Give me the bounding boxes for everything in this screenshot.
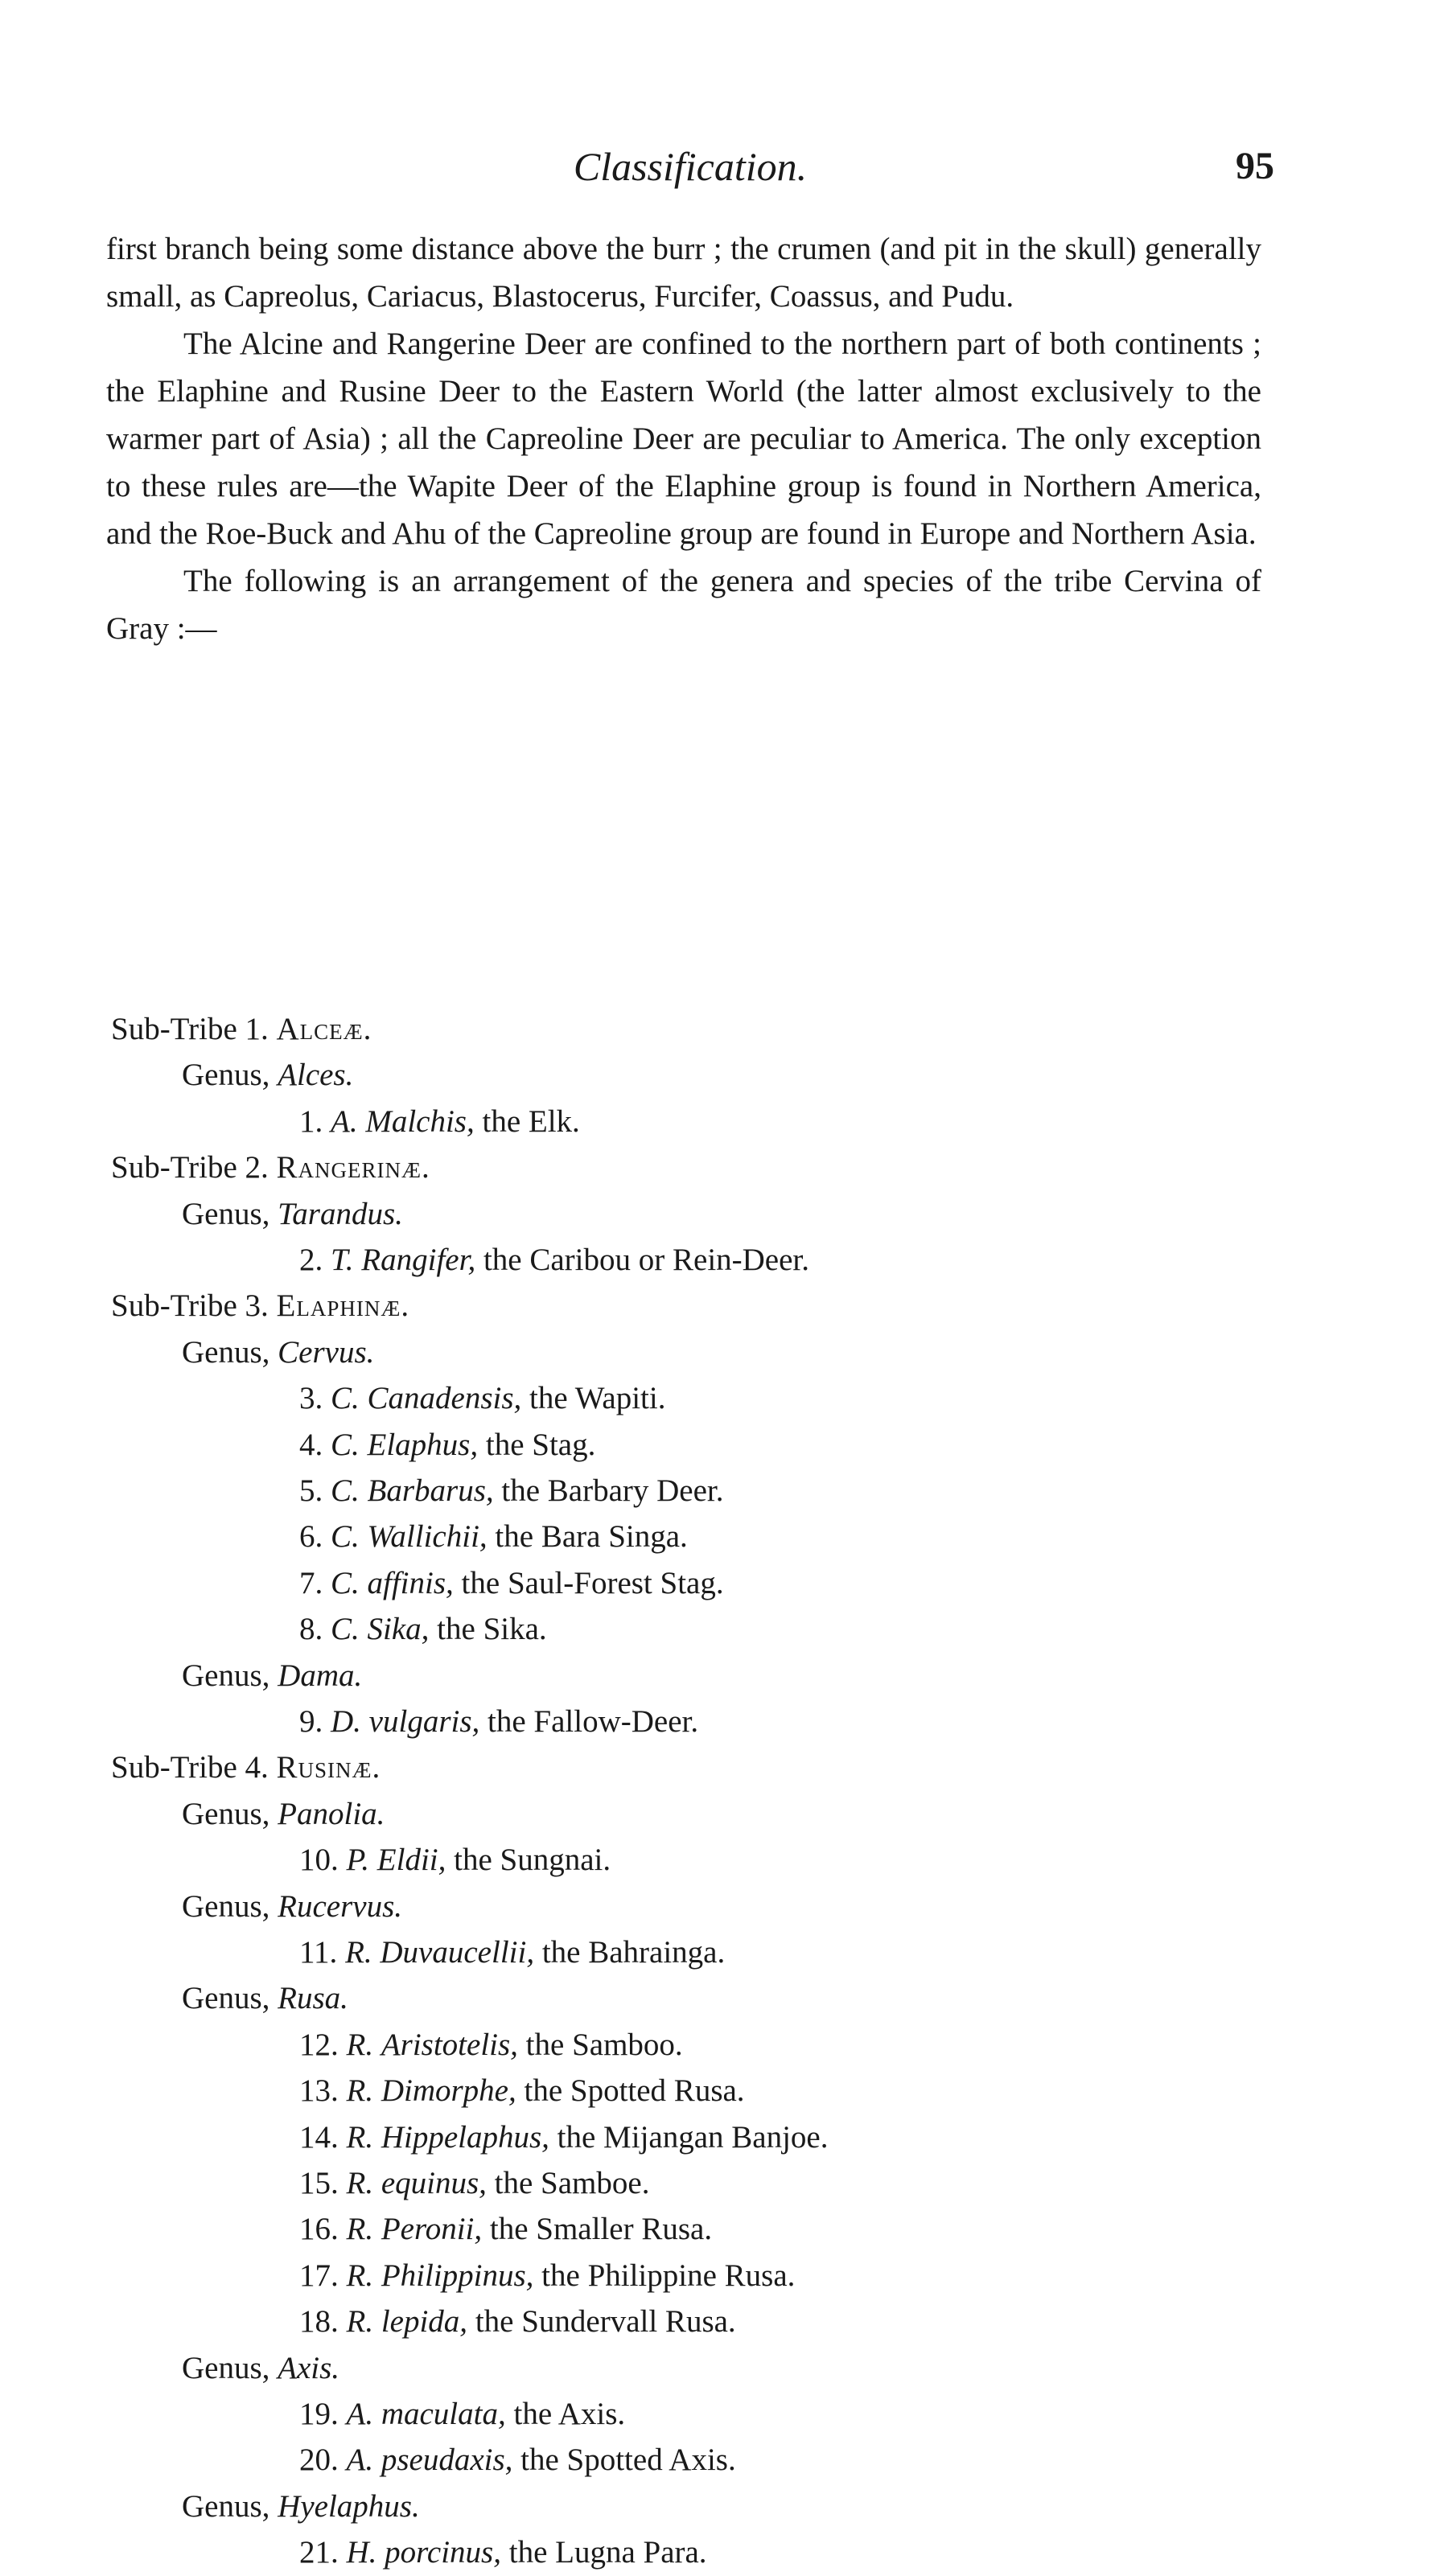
species-name: Barbarus,: [367, 1473, 494, 1508]
paragraph-continuation: first branch being some distance above the burr ; the crumen (and pit in the skull) generally small, as Capreolus, Cariacus, Blastocerus, Furcifer, Coassus, and Pudu.: [106, 232, 1261, 314]
subtribe-name: Alceæ.: [276, 1012, 372, 1046]
genus-line: [182, 1190, 403, 1238]
subtribe-line: [111, 1005, 372, 1053]
species-line: [299, 1421, 595, 1469]
genus-label: Genus,: [182, 1888, 270, 1924]
species-line: [299, 1467, 724, 1514]
species-common-name: the Caribou or Rein-Deer.: [483, 1243, 810, 1277]
species-number: 2.: [299, 1243, 323, 1277]
page-number: 95: [1236, 145, 1274, 187]
species-name: Aristotelis,: [381, 2027, 518, 2062]
genus-label: Genus,: [182, 2350, 270, 2385]
paragraph-arrangement-intro: The following is an arrangement of the genera and species of the tribe Cervina of Gray :—: [106, 564, 1261, 646]
species-genus-abbr: C.: [331, 1427, 360, 1462]
species-line: [299, 1374, 665, 1422]
subtribe-name: Rangerinæ.: [276, 1150, 430, 1185]
species-common-name: the Philippine Rusa.: [541, 2258, 796, 2293]
species-line: [299, 1559, 724, 1607]
genus-line: [182, 1329, 374, 1376]
genus-label: Genus,: [182, 1196, 270, 1231]
species-number: 4.: [299, 1427, 323, 1462]
species-genus-abbr: D.: [331, 1704, 361, 1739]
species-number: 10.: [299, 1843, 339, 1878]
species-common-name: the Sungnai.: [454, 1843, 611, 1878]
species-number: 12.: [299, 2027, 339, 2062]
genus-line: [182, 1652, 362, 1699]
species-line: [299, 2159, 649, 2207]
species-common-name: the Bara Singa.: [495, 1519, 688, 1555]
genus-name: Tarandus.: [278, 1196, 403, 1231]
species-name: pseudaxis,: [381, 2442, 513, 2478]
species-genus-abbr: R.: [346, 2212, 374, 2247]
species-common-name: the Elk.: [482, 1103, 580, 1139]
species-line: [299, 2529, 707, 2576]
species-line: [299, 2021, 683, 2069]
species-name: Elaphus,: [367, 1427, 479, 1462]
genus-line: [182, 1974, 348, 2022]
species-genus-abbr: R.: [346, 2119, 374, 2155]
species-common-name: the Barbary Deer.: [501, 1473, 724, 1508]
species-name: maculata,: [381, 2397, 506, 2431]
genus-name: Panolia.: [278, 1796, 385, 1831]
species-number: 20.: [299, 2442, 339, 2478]
species-name: lepida,: [381, 2304, 468, 2340]
species-number: 8.: [299, 1612, 323, 1647]
species-name: Peronii,: [381, 2212, 483, 2247]
species-line: [299, 1098, 580, 1145]
species-number: 3.: [299, 1381, 323, 1416]
genus-label: Genus,: [182, 2488, 270, 2524]
subtribe-line: [111, 1144, 430, 1191]
genus-name: Alces.: [278, 1058, 354, 1093]
species-common-name: the Saul-Forest Stag.: [461, 1565, 724, 1600]
genus-name: Axis.: [278, 2350, 340, 2385]
species-genus-abbr: C.: [331, 1381, 360, 1416]
species-line: [299, 1513, 688, 1560]
species-genus-abbr: H.: [346, 2535, 377, 2570]
species-genus-abbr: C.: [331, 1473, 360, 1508]
running-head: [106, 138, 1274, 195]
species-common-name: the Lugna Para.: [508, 2535, 707, 2570]
species-common-name: the Fallow-Deer.: [488, 1704, 699, 1739]
subtribe-label: Sub-Tribe 2.: [111, 1150, 269, 1185]
species-genus-abbr: R.: [346, 2073, 374, 2109]
species-genus-abbr: T.: [331, 1243, 354, 1277]
species-number: 5.: [299, 1473, 323, 1508]
species-genus-abbr: A.: [346, 2397, 374, 2431]
species-common-name: the Sundervall Rusa.: [475, 2304, 736, 2340]
species-name: affinis,: [367, 1565, 454, 1600]
genus-label: Genus,: [182, 1058, 270, 1093]
species-number: 9.: [299, 1704, 323, 1739]
species-line: [299, 2298, 736, 2345]
running-title: Classification.: [573, 144, 808, 189]
species-name: Hippelaphus,: [381, 2119, 549, 2155]
species-common-name: the Spotted Axis.: [520, 2442, 736, 2478]
species-common-name: the Sika.: [437, 1612, 547, 1647]
species-line: [299, 2067, 745, 2114]
species-genus-abbr: R.: [346, 2166, 374, 2200]
species-number: 19.: [299, 2397, 339, 2431]
species-number: 21.: [299, 2535, 339, 2570]
species-name: Duvaucellii,: [380, 1935, 535, 1970]
species-common-name: the Samboo.: [525, 2027, 683, 2062]
species-line: [299, 2114, 829, 2161]
species-common-name: the Spotted Rusa.: [524, 2073, 745, 2109]
subtribe-name: Rusinæ.: [276, 1750, 381, 1785]
species-name: vulgaris,: [368, 1704, 480, 1739]
genus-name: Dama.: [278, 1658, 363, 1693]
species-genus-abbr: P.: [346, 1843, 370, 1878]
species-number: 13.: [299, 2073, 339, 2109]
species-common-name: the Smaller Rusa.: [489, 2212, 713, 2247]
subtribe-label: Sub-Tribe 3.: [111, 1288, 269, 1324]
species-number: 17.: [299, 2258, 339, 2293]
species-line: [299, 2436, 736, 2484]
genus-name: Hyelaphus.: [278, 2488, 420, 2524]
species-name: Canadensis,: [367, 1381, 522, 1416]
species-common-name: the Axis.: [513, 2397, 626, 2431]
genus-name: Cervus.: [278, 1334, 375, 1370]
genus-label: Genus,: [182, 1658, 270, 1693]
species-common-name: the Bahrainga.: [541, 1935, 726, 1970]
species-common-name: the Samboe.: [494, 2166, 650, 2200]
subtribe-label: Sub-Tribe 1.: [111, 1012, 269, 1046]
species-number: 11.: [299, 1935, 338, 1970]
species-name: Sika,: [367, 1612, 430, 1647]
species-number: 16.: [299, 2212, 339, 2247]
subtribe-line: [111, 1744, 381, 1791]
species-genus-abbr: C.: [331, 1519, 360, 1555]
genus-line: [182, 1790, 385, 1838]
body-text: [106, 225, 1261, 2570]
species-line: [299, 1236, 809, 1284]
genus-label: Genus,: [182, 1796, 270, 1831]
species-genus-abbr: A.: [346, 2442, 374, 2478]
genus-label: Genus,: [182, 1334, 270, 1370]
species-name: equinus,: [381, 2166, 487, 2200]
species-genus-abbr: A.: [331, 1103, 358, 1139]
genus-line: [182, 1051, 353, 1099]
species-name: Dimorphe,: [381, 2073, 516, 2109]
subtribe-label: Sub-Tribe 4.: [111, 1750, 269, 1785]
species-name: Wallichii,: [367, 1519, 488, 1555]
species-line: [299, 1605, 547, 1653]
species-name: Eldii,: [376, 1843, 446, 1878]
species-name: Philippinus,: [381, 2258, 534, 2293]
subtribe-line: [111, 1282, 409, 1329]
paragraph-distribution: The Alcine and Rangerine Deer are confined to the northern part of both continents ; the Elaphine and Rusine Deer to the Eastern World (the latter almost exclusively to the warmer part of Asia) ; all the Capreoline Deer are peculiar to America. The only exception to these rules are—the Wapite Deer of the Elaphine group is found in Northern America, and the Roe-Buck and Ahu of the Capreoline group are found in Europe and Northern Asia.: [106, 327, 1261, 551]
subtribe-name: Elaphinæ.: [276, 1288, 410, 1324]
species-number: 7.: [299, 1565, 323, 1600]
genus-name: Rusa.: [278, 1981, 348, 2016]
genus-line: [182, 2344, 339, 2392]
species-line: [299, 1698, 698, 1745]
species-genus-abbr: R.: [346, 2258, 374, 2293]
species-genus-abbr: C.: [331, 1565, 360, 1600]
species-name: porcinus,: [385, 2535, 501, 2570]
species-name: Rangifer,: [361, 1243, 476, 1277]
species-name: Malchis,: [365, 1103, 475, 1139]
species-genus-abbr: C.: [331, 1612, 360, 1647]
genus-line: [182, 2483, 420, 2530]
genus-label: Genus,: [182, 1981, 270, 2016]
species-number: 18.: [299, 2304, 339, 2340]
species-common-name: the Wapiti.: [529, 1381, 666, 1416]
genus-line: [182, 1883, 402, 1930]
species-line: [299, 2205, 712, 2253]
species-line: [299, 2252, 795, 2299]
genus-name: Rucervus.: [278, 1888, 403, 1924]
species-genus-abbr: R.: [346, 2027, 374, 2062]
species-genus-abbr: R.: [346, 2304, 374, 2340]
species-line: [299, 1836, 611, 1884]
species-common-name: the Stag.: [485, 1427, 596, 1462]
species-genus-abbr: R.: [345, 1935, 372, 1970]
species-number: 15.: [299, 2166, 339, 2200]
species-line: [299, 2390, 625, 2438]
species-line: [299, 1929, 725, 1976]
species-number: 6.: [299, 1519, 323, 1555]
species-number: 1.: [299, 1103, 323, 1139]
species-common-name: the Mijangan Banjoe.: [557, 2119, 829, 2155]
species-number: 14.: [299, 2119, 339, 2155]
